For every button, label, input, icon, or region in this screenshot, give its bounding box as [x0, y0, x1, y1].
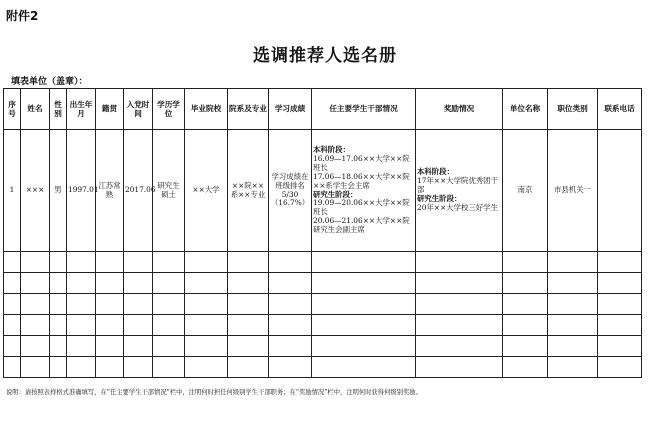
col-header-grades: 学习成绩 [269, 89, 312, 130]
empty-cell [598, 315, 642, 336]
empty-cell [416, 336, 503, 357]
cell-birth: 1997.01 [67, 130, 96, 252]
col-header-position-type: 职位类别 [548, 89, 598, 130]
empty-cell [124, 294, 153, 315]
empty-cell [153, 252, 185, 273]
empty-cell [185, 357, 228, 378]
empty-cell [269, 336, 312, 357]
empty-cell [96, 252, 124, 273]
empty-cell [269, 273, 312, 294]
empty-cell [67, 336, 96, 357]
cell-gender: 男 [50, 130, 67, 252]
empty-cell [4, 357, 21, 378]
empty-cell [269, 294, 312, 315]
empty-cell [50, 336, 67, 357]
award-undergrad-label: 本科阶段： [417, 167, 454, 177]
empty-cell [21, 273, 50, 294]
cell-phone [598, 130, 642, 252]
empty-cell [185, 294, 228, 315]
empty-cell [548, 273, 598, 294]
empty-cell [312, 315, 416, 336]
cadre-history [313, 146, 414, 235]
footnote: 说明：请按照表样格式准确填写，在“任主要学生干部情况”栏中，注明何时担任何级别学生干部职务；在“奖励情况”栏中，注明何时获得何级别奖励。 [6, 389, 422, 396]
empty-cell [185, 336, 228, 357]
empty-cell [228, 252, 269, 273]
col-header-index: 序号 [4, 89, 21, 130]
empty-cell [153, 294, 185, 315]
empty-cell [269, 357, 312, 378]
empty-cell [503, 273, 548, 294]
empty-cell [503, 336, 548, 357]
empty-cell [312, 357, 416, 378]
empty-cell [416, 294, 503, 315]
empty-cell [548, 294, 598, 315]
empty-cell [153, 273, 185, 294]
empty-table-row [4, 336, 642, 357]
empty-cell [598, 273, 642, 294]
empty-table-row [4, 294, 642, 315]
cell-school: ××大学 [185, 130, 228, 252]
empty-cell [4, 315, 21, 336]
empty-cell [598, 252, 642, 273]
empty-cell [228, 336, 269, 357]
empty-cell [416, 357, 503, 378]
empty-cell [50, 357, 67, 378]
empty-cell [503, 252, 548, 273]
empty-cell [548, 252, 598, 273]
empty-table-row [4, 357, 642, 378]
empty-cell [50, 252, 67, 273]
empty-cell [96, 273, 124, 294]
empty-cell [67, 252, 96, 273]
empty-cell [4, 294, 21, 315]
empty-cell [416, 315, 503, 336]
cadre-grad-item: 19.09—20.06××大学××院班长 [313, 198, 410, 217]
cell-position-type: 市县机关一 [548, 130, 598, 252]
empty-cell [21, 294, 50, 315]
empty-cell [228, 357, 269, 378]
attachment-label: 附件2 [6, 9, 39, 23]
award-history [417, 168, 501, 212]
empty-cell [228, 315, 269, 336]
award-grad-item: 20年××大学校三好学生 [417, 202, 498, 212]
cell-department: ××院××系××专业 [228, 130, 269, 252]
header-row [4, 89, 642, 130]
cell-grades: 学习成绩在班级排名5/30（16.7%） [269, 130, 312, 252]
empty-cell [67, 315, 96, 336]
empty-cell [4, 252, 21, 273]
empty-cell [153, 315, 185, 336]
col-header-native-place: 籍贯 [96, 89, 124, 130]
col-header-name: 姓名 [21, 89, 50, 130]
empty-cell [312, 294, 416, 315]
empty-cell [598, 294, 642, 315]
empty-cell [416, 252, 503, 273]
empty-cell [153, 336, 185, 357]
empty-cell [548, 315, 598, 336]
empty-cell [50, 273, 67, 294]
col-header-awards: 奖励情况 [416, 89, 503, 130]
col-header-birth: 出生年月 [67, 89, 96, 130]
empty-cell [548, 357, 598, 378]
table-row [4, 130, 642, 252]
cadre-grad-label: 研究生阶段： [313, 189, 358, 199]
col-header-school: 毕业院校 [185, 89, 228, 130]
empty-table-row [4, 315, 642, 336]
cadre-undergrad-item: 16.09—17.06××大学××院班长 [313, 154, 410, 172]
empty-cell [185, 273, 228, 294]
cell-unit-name: 南京 [503, 130, 548, 252]
empty-cell [598, 336, 642, 357]
empty-cell [228, 294, 269, 315]
empty-cell [153, 357, 185, 378]
empty-cell [4, 336, 21, 357]
empty-cell [548, 336, 598, 357]
empty-cell [67, 273, 96, 294]
empty-cell [67, 294, 96, 315]
empty-cell [269, 252, 312, 273]
empty-cell [21, 252, 50, 273]
col-header-unit-name: 单位名称 [503, 89, 548, 130]
empty-cell [503, 315, 548, 336]
empty-cell [269, 315, 312, 336]
award-undergrad-item: 17年××大学院优秀团干部 [417, 176, 498, 195]
empty-cell [312, 336, 416, 357]
empty-cell [598, 357, 642, 378]
empty-table-row [4, 273, 642, 294]
cadre-undergrad-label: 本科阶段： [313, 145, 350, 155]
cell-name: ××× [21, 130, 50, 252]
empty-cell [96, 357, 124, 378]
cadre-undergrad-item: 17.06—18.06××大学××院××系学生会主席 [313, 171, 410, 190]
cell-cadre [312, 130, 416, 252]
col-header-phone: 联系电话 [598, 89, 642, 130]
empty-cell [503, 294, 548, 315]
page-title: 选调推荐人选名册 [253, 46, 397, 66]
empty-cell [50, 315, 67, 336]
cell-party-date: 2017.06 [124, 130, 153, 252]
cell-index: 1 [4, 130, 21, 252]
empty-cell [185, 315, 228, 336]
empty-cell [124, 273, 153, 294]
empty-cell [67, 357, 96, 378]
cadre-grad-item: 20.06—21.06××大学××院研究生会副主席 [313, 216, 410, 234]
empty-cell [124, 252, 153, 273]
empty-cell [96, 315, 124, 336]
empty-cell [124, 315, 153, 336]
col-header-party-date: 入党时间 [124, 89, 153, 130]
empty-cell [503, 357, 548, 378]
cell-native-place: 江苏常熟 [96, 130, 124, 252]
col-header-gender: 性别 [50, 89, 67, 130]
empty-cell [21, 357, 50, 378]
cell-degree: 研究生硕士 [153, 130, 185, 252]
empty-cell [124, 357, 153, 378]
empty-cell [416, 273, 503, 294]
empty-cell [50, 294, 67, 315]
empty-cell [21, 315, 50, 336]
empty-cell [312, 252, 416, 273]
empty-cell [228, 273, 269, 294]
award-grad-label: 研究生阶段： [417, 193, 462, 203]
empty-cell [185, 252, 228, 273]
cell-awards [416, 130, 503, 252]
empty-cell [96, 294, 124, 315]
empty-cell [96, 336, 124, 357]
roster-table [3, 88, 642, 378]
empty-table-row [4, 252, 642, 273]
col-header-degree: 学历学位 [153, 89, 185, 130]
col-header-cadre: 任主要学生干部情况 [312, 89, 416, 130]
empty-cell [4, 273, 21, 294]
fill-unit-label: 填表单位（盖章）： [11, 77, 88, 87]
empty-cell [312, 273, 416, 294]
empty-cell [21, 336, 50, 357]
empty-cell [124, 336, 153, 357]
col-header-department: 院系及专业 [228, 89, 269, 130]
